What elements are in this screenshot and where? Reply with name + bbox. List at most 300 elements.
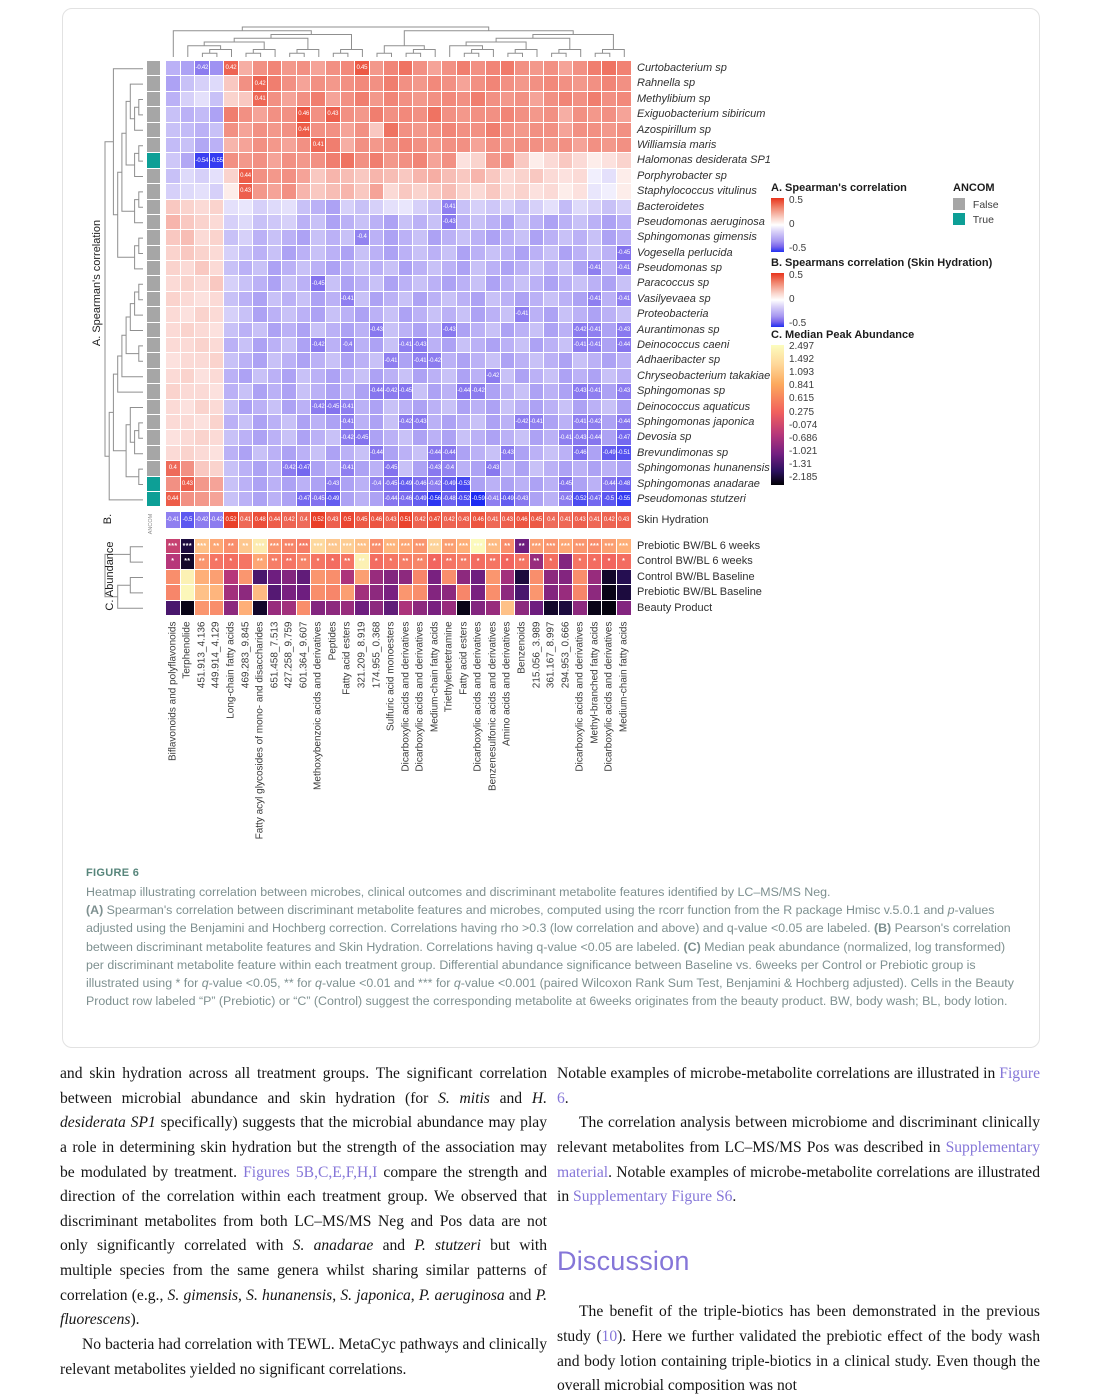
correlation-cell: -0.43 (413, 415, 427, 429)
correlation-cell (268, 323, 282, 337)
correlation-cell (297, 338, 311, 352)
correlation-cell (486, 292, 500, 306)
correlation-cell (442, 76, 456, 90)
ancom-flag (147, 415, 160, 429)
correlation-cell (311, 292, 325, 306)
correlation-cell (544, 430, 558, 444)
species-label: Paracoccus sp (637, 277, 710, 290)
skin-hydration-cell: 0.44 (268, 512, 282, 528)
species-label: Deinococcus caeni (637, 339, 730, 352)
correlation-cell (617, 169, 631, 183)
correlation-cell (326, 76, 340, 90)
correlation-cell (166, 215, 180, 229)
correlation-cell: -0.4 (355, 230, 369, 244)
correlation-cell (370, 184, 384, 198)
correlation-cell: 0.42 (224, 61, 238, 75)
abundance-cell (413, 585, 427, 599)
abundance-cell (515, 601, 529, 615)
correlation-cell (210, 415, 224, 429)
correlation-cell (166, 384, 180, 398)
correlation-cell (413, 123, 427, 137)
dendrogram-branch (595, 53, 610, 57)
correlation-cell (617, 61, 631, 75)
correlation-cell (486, 261, 500, 275)
correlation-cell: -0.41 (573, 338, 587, 352)
figure-caption (86, 867, 1018, 1011)
correlation-cell (326, 323, 340, 337)
dendrogram-branch (271, 35, 352, 50)
correlation-cell (530, 384, 544, 398)
ancom-flag (147, 123, 160, 137)
text-span: ). Here we further validated the prebiotic effect of the body wash and body lotion containing triple-biotics in a clinical study. Even though the overall microbial composition was not (557, 1328, 1040, 1395)
correlation-cell (282, 76, 296, 90)
correlation-cell (486, 307, 500, 321)
column-dendrogram (166, 25, 631, 59)
correlation-cell (341, 446, 355, 460)
correlation-cell (181, 107, 195, 121)
skin-hydration-cell: 0.52 (311, 512, 325, 528)
species-label: Sphingomonas gimensis (637, 231, 757, 244)
correlation-cell (195, 353, 209, 367)
text-link[interactable]: Figures 5B,C,E,F,H,I (243, 1163, 378, 1181)
correlation-cell: -0.47 (588, 492, 602, 506)
correlation-cell (181, 323, 195, 337)
correlation-cell (297, 307, 311, 321)
correlation-cell (210, 92, 224, 106)
correlation-cell (181, 307, 195, 321)
correlation-cell (166, 92, 180, 106)
abundance-cell (195, 601, 209, 615)
correlation-cell (573, 215, 587, 229)
correlation-cell (370, 492, 384, 506)
correlation-cell (355, 353, 369, 367)
correlation-cell: -0.43 (442, 215, 456, 229)
legend-c-tick: 0.615 (789, 393, 815, 405)
correlation-cell (544, 169, 558, 183)
correlation-cell (326, 153, 340, 167)
text-link[interactable]: Figure 6 (557, 1065, 1040, 1107)
correlation-cell (355, 246, 369, 260)
text-link[interactable]: Supplementary material (557, 1138, 1040, 1181)
abundance-cell (210, 601, 224, 615)
correlation-cell (413, 76, 427, 90)
dendrogram-branch (333, 53, 348, 57)
correlation-cell (297, 477, 311, 491)
abundance-cell (311, 570, 325, 584)
skin-hydration-cell: 0.52 (224, 512, 238, 528)
correlation-cell (602, 215, 616, 229)
correlation-cell (588, 446, 602, 460)
correlation-cell (486, 246, 500, 260)
abundance-cell (602, 570, 616, 584)
correlation-cell (486, 200, 500, 214)
correlation-cell (239, 338, 253, 352)
text-span: S. japonica (340, 1286, 411, 1304)
abundance-cell: *** (573, 539, 587, 553)
correlation-cell (457, 292, 471, 306)
correlation-cell (311, 76, 325, 90)
abundance-cell (282, 585, 296, 599)
correlation-cell (501, 323, 515, 337)
correlation-cell (471, 338, 485, 352)
correlation-cell (181, 230, 195, 244)
dendrogram-branch (130, 578, 143, 593)
correlation-cell: -0.43 (617, 323, 631, 337)
species-label: Bacteroidetes (637, 200, 705, 213)
correlation-cell (195, 215, 209, 229)
metabolite-column-label: 174.955_0.368 (371, 621, 382, 689)
correlation-cell (253, 384, 267, 398)
correlation-cell (210, 492, 224, 506)
correlation-cell (210, 230, 224, 244)
correlation-cell (588, 276, 602, 290)
correlation-cell (457, 461, 471, 475)
correlation-cell (471, 230, 485, 244)
correlation-cell (166, 138, 180, 152)
correlation-cell (588, 200, 602, 214)
correlation-cell (370, 369, 384, 383)
abundance-cell (602, 601, 616, 615)
correlation-cell (210, 477, 224, 491)
correlation-cell: -0.46 (573, 446, 587, 460)
correlation-cell (224, 230, 238, 244)
correlation-cell (515, 430, 529, 444)
correlation-cell (370, 153, 384, 167)
correlation-cell (181, 415, 195, 429)
correlation-cell (210, 169, 224, 183)
correlation-cell (370, 138, 384, 152)
correlation-cell (181, 92, 195, 106)
correlation-cell (428, 200, 442, 214)
correlation-cell (268, 338, 282, 352)
correlation-cell (530, 261, 544, 275)
correlation-cell (210, 446, 224, 460)
dendrogram-branch (130, 408, 143, 443)
caption-detail (86, 901, 1018, 1010)
correlation-cell (457, 353, 471, 367)
text-link[interactable]: 10 (601, 1328, 618, 1346)
correlation-cell: -0.49 (501, 492, 515, 506)
correlation-cell (297, 353, 311, 367)
correlation-cell: -0.41 (588, 384, 602, 398)
correlation-cell (239, 61, 253, 75)
correlation-cell (239, 153, 253, 167)
correlation-cell (559, 261, 573, 275)
correlation-cell (195, 76, 209, 90)
correlation-cell: 0.44 (166, 492, 180, 506)
correlation-cell (399, 92, 413, 106)
correlation-cell (239, 107, 253, 121)
correlation-cell: -0.42 (559, 492, 573, 506)
correlation-cell: -0.44 (442, 446, 456, 460)
legend-c-tick: 0.275 (789, 406, 815, 418)
correlation-cell (413, 169, 427, 183)
correlation-cell (471, 169, 485, 183)
correlation-cell (282, 323, 296, 337)
abundance-cell: *** (181, 539, 195, 553)
correlation-cell (355, 415, 369, 429)
abundance-cell (559, 554, 573, 568)
correlation-cell (544, 461, 558, 475)
abundance-cell: *** (544, 539, 558, 553)
correlation-cell (559, 369, 573, 383)
dendrogram-branch (113, 374, 126, 451)
correlation-cell (268, 153, 282, 167)
correlation-cell (297, 415, 311, 429)
abundance-cell (341, 585, 355, 599)
metabolite-column-label: Dicarboxylic acids and derivatives (414, 621, 426, 772)
correlation-cell (268, 107, 282, 121)
correlation-cell (239, 92, 253, 106)
figure-caption-text (86, 883, 1018, 1011)
correlation-cell (224, 292, 238, 306)
correlation-cell (224, 353, 238, 367)
correlation-cell (413, 153, 427, 167)
correlation-cell (515, 200, 529, 214)
correlation-cell (268, 461, 282, 475)
abundance-cell: *** (268, 539, 282, 553)
abundance-cell: *** (166, 539, 180, 553)
correlation-cell (573, 230, 587, 244)
abundance-cell: * (617, 554, 631, 568)
abundance-cell: ** (355, 554, 369, 568)
abundance-cell (181, 601, 195, 615)
abundance-cell (326, 601, 340, 615)
correlation-cell (501, 430, 515, 444)
correlation-cell (239, 276, 253, 290)
correlation-cell (210, 76, 224, 90)
correlation-cell (341, 76, 355, 90)
abundance-cell: *** (341, 539, 355, 553)
correlation-cell (501, 92, 515, 106)
correlation-cell (355, 169, 369, 183)
correlation-cell (602, 261, 616, 275)
text-span: but with multiple species from the same genera whilst sharing similar patterns of correlation (e.g., (60, 1237, 548, 1304)
correlation-cell: 0.44 (239, 169, 253, 183)
correlation-cell (559, 384, 573, 398)
correlation-cell (442, 61, 456, 75)
correlation-cell (224, 477, 238, 491)
abundance-cell (341, 570, 355, 584)
abundance-cell (210, 585, 224, 599)
dendrogram-branch (126, 317, 139, 354)
abundance-cell (501, 570, 515, 584)
skin-hydration-cell: 0.43 (501, 512, 515, 528)
correlation-cell (210, 384, 224, 398)
abundance-cell (253, 601, 267, 615)
correlation-cell (559, 323, 573, 337)
correlation-cell (253, 353, 267, 367)
correlation-cell (224, 276, 238, 290)
correlation-cell (181, 169, 195, 183)
abundance-cell (515, 570, 529, 584)
correlation-cell (210, 400, 224, 414)
correlation-cell (311, 200, 325, 214)
correlation-cell (355, 492, 369, 506)
correlation-cell: 0.43 (239, 184, 253, 198)
abundance-cell (413, 601, 427, 615)
correlation-cell (224, 261, 238, 275)
correlation-cell (239, 461, 253, 475)
dendrogram-branch (139, 192, 143, 207)
correlation-cell (501, 369, 515, 383)
caption-line-1: Heatmap illustrating correlation between microbes, clinical outcomes and discriminant metabolite features identified by LC–MS/MS Neg. (86, 885, 831, 899)
abundance-cell: *** (428, 539, 442, 553)
correlation-cell (195, 477, 209, 491)
abundance-cell (530, 601, 544, 615)
correlation-cell (384, 276, 398, 290)
abundance-cell (181, 570, 195, 584)
correlation-cell (210, 123, 224, 137)
correlation-cell (326, 138, 340, 152)
correlation-cell (210, 138, 224, 152)
correlation-cell (486, 215, 500, 229)
correlation-cell (297, 92, 311, 106)
text-span: Pearson's correlation between discriminant metabolite features and Skin Hydration. Correlations having q-value <0.05 are labeled. (86, 921, 1011, 954)
correlation-cell (326, 61, 340, 75)
correlation-cell (486, 230, 500, 244)
correlation-cell (573, 292, 587, 306)
correlation-cell (457, 169, 471, 183)
correlation-cell (515, 292, 529, 306)
correlation-cell (428, 215, 442, 229)
correlation-cell (501, 461, 515, 475)
abundance-cell (253, 585, 267, 599)
correlation-cell (471, 184, 485, 198)
abundance-cell (457, 585, 471, 599)
abundance-cell (239, 570, 253, 584)
correlation-cell (268, 215, 282, 229)
correlation-cell (530, 76, 544, 90)
text-span: , (332, 1286, 341, 1304)
ancom-flag (147, 446, 160, 460)
abundance-cell: *** (253, 539, 267, 553)
correlation-cell (224, 215, 238, 229)
correlation-cell (326, 369, 340, 383)
ancom-true-label: True (972, 214, 994, 226)
correlation-cell (370, 92, 384, 106)
correlation-cell (311, 446, 325, 460)
correlation-cell (413, 261, 427, 275)
text-span: ). (130, 1311, 140, 1329)
correlation-cell (573, 92, 587, 106)
correlation-cell (442, 184, 456, 198)
text-span: and (504, 1286, 536, 1304)
correlation-cell: -0.41 (341, 415, 355, 429)
correlation-cell (602, 200, 616, 214)
correlation-cell (530, 446, 544, 460)
abundance-cell: ** (501, 539, 515, 553)
correlation-cell (413, 400, 427, 414)
correlation-cell (166, 446, 180, 460)
correlation-cell (457, 215, 471, 229)
correlation-cell: -0.49 (413, 492, 427, 506)
correlation-cell: -0.55 (210, 153, 224, 167)
skin-hydration-cell: 0.43 (384, 512, 398, 528)
correlation-cell: -0.4 (341, 338, 355, 352)
correlation-cell (355, 184, 369, 198)
correlation-cell (457, 369, 471, 383)
correlation-cell: -0.41 (588, 338, 602, 352)
legend-c-tick: 0.841 (789, 380, 815, 392)
correlation-cell (384, 307, 398, 321)
correlation-cell (253, 430, 267, 444)
correlation-cell (210, 430, 224, 444)
correlation-cell (341, 123, 355, 137)
correlation-cell (442, 169, 456, 183)
correlation-cell (370, 169, 384, 183)
correlation-cell (384, 76, 398, 90)
correlation-cell (471, 430, 485, 444)
correlation-cell (311, 369, 325, 383)
paragraph (60, 1333, 547, 1382)
text-link[interactable]: Supplementary Figure S6 (573, 1188, 733, 1206)
correlation-cell (442, 292, 456, 306)
abundance-cell (239, 601, 253, 615)
skin-hydration-cell: 0.41 (559, 512, 573, 528)
abundance-cell: ** (399, 554, 413, 568)
species-label: Pseudomonas stutzeri (637, 492, 746, 505)
correlation-cell (268, 384, 282, 398)
text-span: , (238, 1286, 247, 1304)
correlation-cell (471, 261, 485, 275)
correlation-cell (428, 323, 442, 337)
skin-hydration-cell: 0.46 (471, 512, 485, 528)
abundance-cell: * (588, 554, 602, 568)
correlation-cell (326, 446, 340, 460)
correlation-cell (341, 61, 355, 75)
correlation-cell: -0.41 (341, 292, 355, 306)
correlation-cell (341, 200, 355, 214)
correlation-cell (573, 169, 587, 183)
correlation-cell (559, 446, 573, 460)
abundance-cell (442, 570, 456, 584)
correlation-cell (544, 230, 558, 244)
correlation-cell (573, 276, 587, 290)
ancom-flag (147, 384, 160, 398)
correlation-cell: -0.42 (399, 415, 413, 429)
correlation-cell (573, 461, 587, 475)
text-span: Notable examples of microbe-metabolite correlations are illustrated in (557, 1065, 1000, 1082)
dendrogram-branch (122, 133, 135, 211)
correlation-cell (253, 323, 267, 337)
correlation-cell (588, 230, 602, 244)
correlation-cell (210, 261, 224, 275)
abundance-cell: * (573, 554, 587, 568)
correlation-cell (253, 477, 267, 491)
correlation-cell (428, 276, 442, 290)
correlation-cell (515, 400, 529, 414)
correlation-cell (501, 230, 515, 244)
correlation-cell (544, 184, 558, 198)
abundance-cell: *** (457, 539, 471, 553)
text-span: compare the strength and direction of the correlation within each treatment group. We observed that discriminant metabolites from both LC–MS/MS Neg and Pos data are not only significantly correlated with (60, 1163, 547, 1255)
correlation-cell (530, 353, 544, 367)
species-label: Pseudomonas aeruginosa (637, 215, 765, 228)
dendrogram-branch (122, 335, 143, 376)
abundance-cell (268, 570, 282, 584)
correlation-cell (471, 123, 485, 137)
correlation-cell (399, 246, 413, 260)
correlation-cell (457, 446, 471, 460)
abundance-cell (166, 585, 180, 599)
ancom-flag (147, 353, 160, 367)
abundance-cell: * (544, 554, 558, 568)
correlation-cell (384, 92, 398, 106)
correlation-cell (530, 230, 544, 244)
correlation-cell (268, 492, 282, 506)
correlation-cell (239, 353, 253, 367)
